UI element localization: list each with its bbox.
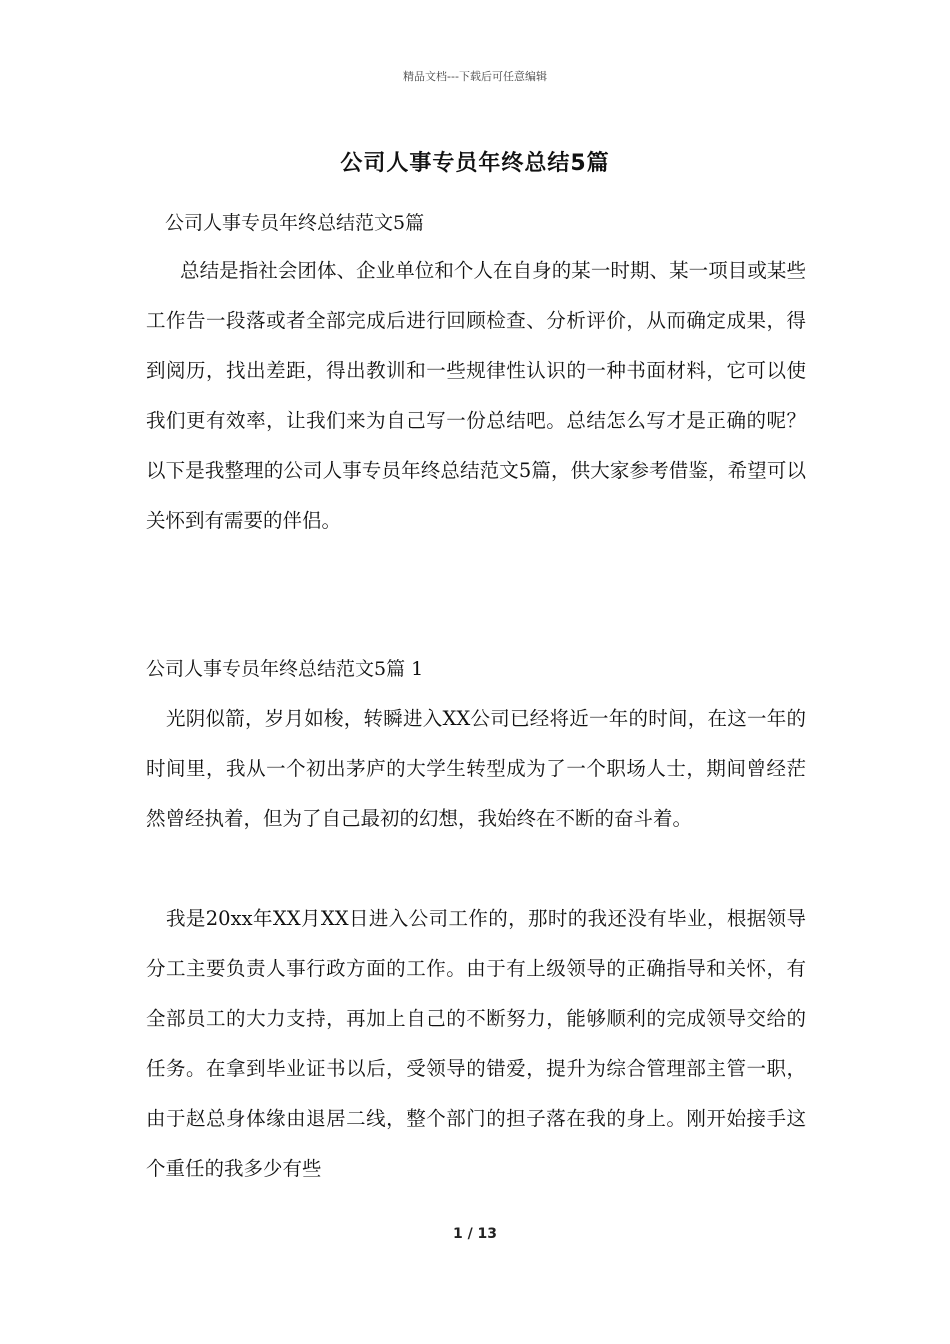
document-subtitle: 公司人事专员年终总结范文5篇 [165, 212, 425, 234]
section-heading: 公司人事专员年终总结范文5篇 1 [146, 658, 424, 680]
intro-paragraph: 总结是指社会团体、企业单位和个人在自身的某一时期、某一项目或某些工作告一段落或者全部完成后进行回顾检查、分析评价，从而确定成果，得到阅历，找出差距，得出教训和一些规律性认识的一种书面材料，它可以使我们更有效率，让我们来为自己写一份总结吧。总结怎么写才是正确的呢？以下是我整理的公司人事专员年终总结范文5篇，供大家参考借鉴，希望可以关怀到有需要的伴侣。 [146, 259, 806, 532]
document-header-note: 精品文档---下载后可任意编辑 [403, 70, 547, 83]
body-paragraph-1: 光阴似箭，岁月如梭，转瞬进入XX公司已经将近一年的时间，在这一年的时间里，我从一个初出茅庐的大学生转型成为了一个职场人士，期间曾经茫然曾经执着，但为了自己最初的幻想，我始终在不断的奋斗着。 [146, 707, 806, 830]
body-paragraph-2: 我是20xx年XX月XX日进入公司工作的，那时的我还没有毕业，根据领导分工主要负责人事行政方面的工作。由于有上级领导的正确指导和关怀，有全部员工的大力支持，再加上自己的不断努力，能够顺利的完成领导交给的任务。在拿到毕业证书以后，受领导的错爱，提升为综合管理部主管一职，由于赵总身体缘由退居二线，整个部门的担子落在我的身上。刚开始接手这个重任的我多少有些 [146, 907, 806, 1180]
document-title: 公司人事专员年终总结5篇 [340, 151, 610, 176]
page-number: 1 / 13 [452, 1226, 498, 1242]
